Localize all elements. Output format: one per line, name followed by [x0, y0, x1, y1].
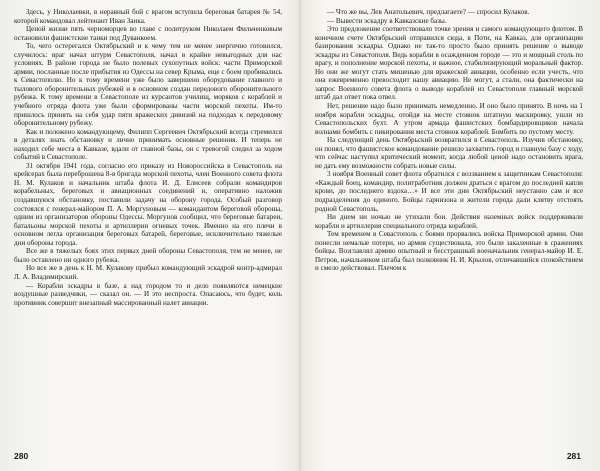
right-paragraph: Это предложение соответствовало точке зрения и самого командующего флотом. В конечном счете Октябрьский отправился сюда, в Поти, на Кавказ, для организации базирования эскадры. Однако не так-то просто было принять решение о выводе эскадры из Севастополя. Ведь корабли в осажденном городе — это и мощный столь по врагу, и пополнение морской пехоты, и важное, стабилизирующий моральный фактор. Но они же могут стать мишенью для вражеской авиации, особенно если учесть, что она ежевременно превосходит нашу авиацию. Не могут, а стали, она фактически на запрос Военного совета флота о выводе кораблей из Севастополя главный морской штаб дал ответ пока отвел.	[315, 25, 583, 102]
right-paragraph: — Что же вы, Лев Анатольевич, предлагаете? — спросил Кулаков.	[327, 8, 530, 16]
right-paragraph: Тем временем в Севастополь с боями прорвались войска Приморской армии. Они понесли немалые потери, но армия существовала, это были закаленные в сражениях бойцы. Возглавлял армию опытный и бесстрашный военачальник генерал-майор И. Е. Петров, начальником штаба был полковник Н. И. Крылов, отличавшийся спокойствием и смело действовал. Плечом к	[315, 230, 583, 273]
right-page-text	[315, 8, 583, 273]
left-paragraph: Ценой жизни пять черноморцев во главе с политруком Николаем Фильченковым остановили фашистские танки под Дуванкоем.	[14, 25, 282, 42]
left-paragraph: Все же в тяжелых боях этих первых дней обороны Севастополя, тем не менее, не было оставлено ни одного рубежа.	[14, 247, 282, 264]
left-page-text	[14, 8, 282, 307]
left-paragraph: Но все же в день к Н. М. Кулакову прибыл командующий эскадрой контр-адмирал Л. А. Владимирский.	[14, 264, 282, 281]
left-paragraph: 31 октября 1941 года, согласно его приказу из Новороссийска в Севастополь на крейсерах была переброшена 8-я бригада морской пехоты, член Военного совета флота Н. М. Кулаков и начальник штаба флота И. Д. Елисеев собрали командиров корабельных, береговых и авиационных соединений и, оперативно наложив создавшуюся обстановку, поставили задачу на оборону города. Особый разговор состоялся с генерал-майором П. А. Моргуновым — командантом береговой обороны, одним из организаторов обороны Одессы. Моргунов сообщил, что береговые батареи, батальоны морской пехоты и артиллерии огневых точек. Именно на его плечи в основном легла организация береговых батарей, береговые, исключительно тяжелые дни обороны города.	[14, 161, 282, 247]
left-paragraph: То, чего остерегался Октябрьский и к чему тем не менее энергично готовился, случилось: враг начал штурм Севастополя, начал в крайне невыгодных для нас условиях. В районе города не было полевых сухопутных войск: части Приморской армии, посланные после прибытия из Одессы на север Крыма, еще с боем пробивались к Севастополю. Но к тому времени уже было завершено оборудование главного и тылового оборонительных рубежей и в основном создан передового оборонительного рубежа. К тому времени в Севастополе из курсантов училищ, моряков с кораблей и учебного отряда флота уже были сформированы части морской пехоты. Им-то пришлось принять на себя удар пяти вражеских дивизий на подходах к передовому оборонительному рубежу.	[14, 42, 282, 128]
right-paragraph: На следующий день Октябрьский возвратился в Севастополь. Изучив обстановку, он понял, что фашистское командование решило захватить город и главную базу с ходу, что сейчас наступил критический момент, когда любой ценой надо остановить врага, не дать ему возможности собрать новые силы.	[315, 136, 583, 170]
left-paragraph: Как и положено командующему, Филипп Сергеевич Октябрьский всегда стремился в деталях знать обстановку и лично принимать основные решения. И теперь не находил себе места в Кавказе, вдали от главной базы, он с тревогой следил за ходом событий в Севастополе.	[14, 127, 282, 162]
left-paragraph: — Корабли эскадры в базе, а над городом то и дело появляются немецкие воздушные разведчики, — сказал он. — И это неспроста. Опасаюсь, что будет, коль противник совершит внезапный массированный налет авиации.	[14, 281, 282, 307]
page-number-right: 281	[566, 451, 581, 461]
left-page	[10, 8, 292, 463]
right-paragraph: 3 ноября Военный совет флота обратился с воззванием к защитникам Севастополя: «Каждый боец, командир, политработник должен драться с врагом до последней капли крови, до последнего вздоха…» И все эти дни Октябрьский неустанно сам и все подразделения до единого. Бойцы гарнизона и жители города дали клятву отстоять родной Севастополь.	[315, 170, 583, 213]
book-gutter	[299, 0, 301, 471]
right-page	[309, 8, 591, 463]
right-paragraph: — Вывести эскадру в Кавказские базы.	[327, 16, 447, 25]
page-number-left: 280	[14, 451, 29, 461]
right-paragraph: Нет, решение надо было принимать немедленно. И оно было принято. В ночь на 1 ноября корабли эскадры, отойдя на месте стоянок штатную маскировку, ушли из Севастопольских бухт. А утром армада фашистских бомбардировщиков начала волнами бомбить с пикирования места стоянок кораблей. Бомбить по пустому месту.	[315, 102, 583, 136]
right-paragraph: Ни днем ни ночью не утихали бои. Действия наземных войск поддерживали корабли и артиллерия специального отряда кораблей.	[315, 213, 583, 230]
left-paragraph: Здесь, у Николаевки, в неравный бой с врагом вступила береговая батарея № 54, которой командовал лейтенант Иван Заика.	[14, 8, 282, 25]
